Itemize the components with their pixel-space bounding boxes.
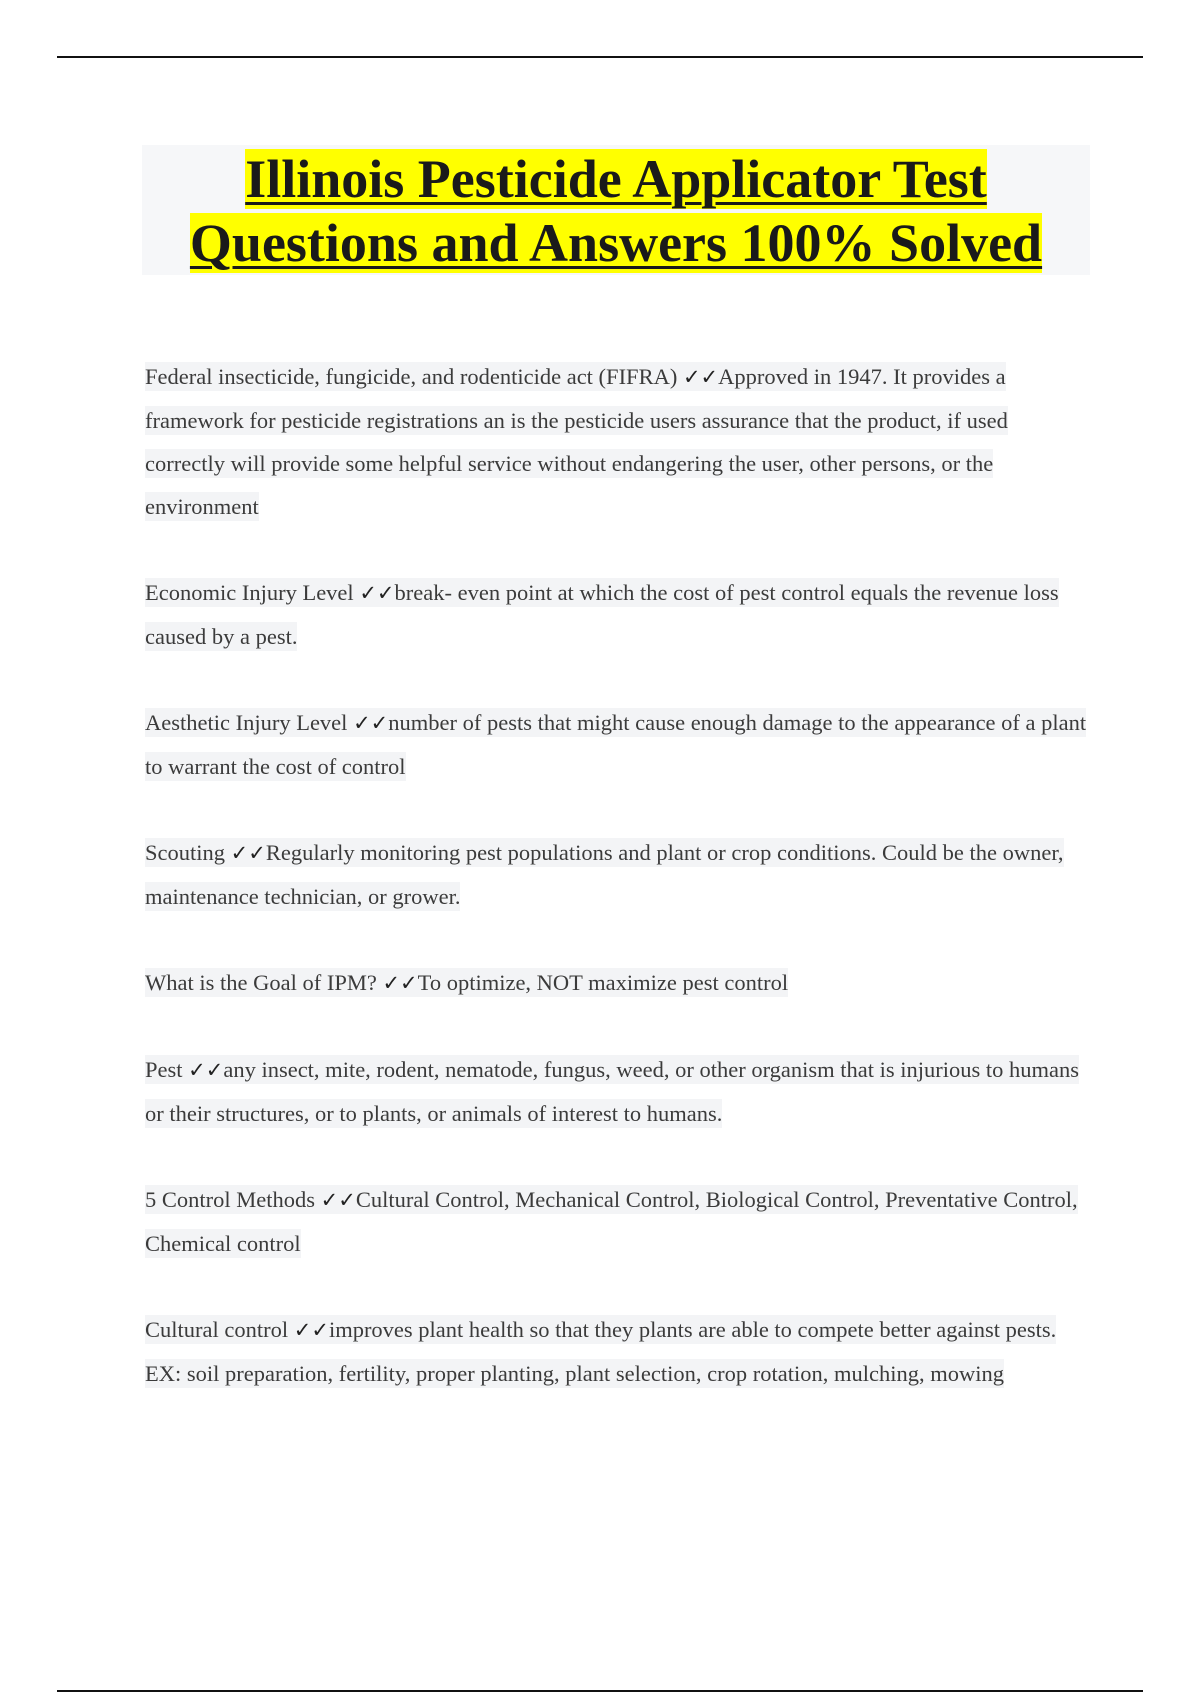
qa-term: Cultural control bbox=[145, 1317, 289, 1342]
qa-definition: any insect, mite, rodent, nematode, fungus, weed, or other organism that is injurious to humans or their structures, or to plants, or animals of interest to humans. bbox=[145, 1057, 1080, 1126]
qa-term: Scouting bbox=[145, 840, 226, 865]
qa-definition: Cultural Control, Mechanical Control, Biological Control, Preventative Control, Chemical control bbox=[145, 1187, 1078, 1256]
top-divider bbox=[57, 56, 1143, 58]
double-check-icon: ✓✓ bbox=[359, 581, 395, 605]
qa-definition: number of pests that might cause enough damage to the appearance of a plant to warrant the cost of control bbox=[145, 710, 1087, 779]
qa-definition: Regularly monitoring pest populations and plant or crop conditions. Could be the owner, maintenance technician, or grower. bbox=[145, 840, 1064, 909]
bottom-divider bbox=[57, 1690, 1143, 1692]
title-block bbox=[142, 145, 1090, 275]
double-check-icon: ✓✓ bbox=[682, 365, 719, 389]
double-check-icon: ✓✓ bbox=[293, 1318, 329, 1342]
page-title bbox=[142, 145, 1090, 275]
qa-term: Aesthetic Injury Level bbox=[145, 710, 348, 735]
qa-definition: improves plant health so that they plants are able to compete better against pests. EX: soil preparation, fertility, proper planting, plant selection, crop rotation, mulching, mowing bbox=[145, 1317, 1057, 1386]
double-check-icon: ✓✓ bbox=[230, 841, 266, 865]
qa-item bbox=[145, 831, 1090, 918]
qa-term: 5 Control Methods bbox=[145, 1187, 316, 1212]
qa-term: Pest bbox=[145, 1057, 183, 1082]
qa-item bbox=[145, 701, 1090, 788]
qa-term: Federal insecticide, fungicide, and rodenticide act (FIFRA) bbox=[145, 364, 678, 389]
qa-item bbox=[145, 961, 1090, 1005]
qa-definition: break- even point at which the cost of pest control equals the revenue loss caused by a pest. bbox=[145, 580, 1059, 649]
qa-definition: To optimize, NOT maximize pest control bbox=[417, 970, 789, 995]
qa-term: Economic Injury Level bbox=[145, 580, 354, 605]
double-check-icon: ✓✓ bbox=[188, 1058, 224, 1082]
qa-item bbox=[145, 1308, 1090, 1395]
double-check-icon: ✓✓ bbox=[382, 971, 418, 995]
qa-list bbox=[145, 355, 1090, 1438]
qa-term: What is the Goal of IPM? bbox=[145, 970, 377, 995]
title-line-1: Illinois Pesticide Applicator Test bbox=[245, 149, 987, 209]
qa-definition: Approved in 1947. It provides a framework for pesticide registrations an is the pesticide users assurance that the product, if used correctly will provide some helpful service without endangering the user, other persons, or the environment bbox=[145, 364, 1008, 519]
double-check-icon: ✓✓ bbox=[353, 711, 389, 735]
title-line-2: Questions and Answers 100% Solved bbox=[189, 213, 1043, 273]
double-check-icon: ✓✓ bbox=[320, 1188, 356, 1212]
qa-item bbox=[145, 355, 1090, 528]
qa-item bbox=[145, 1178, 1090, 1265]
qa-item bbox=[145, 571, 1090, 658]
qa-item bbox=[145, 1048, 1090, 1135]
